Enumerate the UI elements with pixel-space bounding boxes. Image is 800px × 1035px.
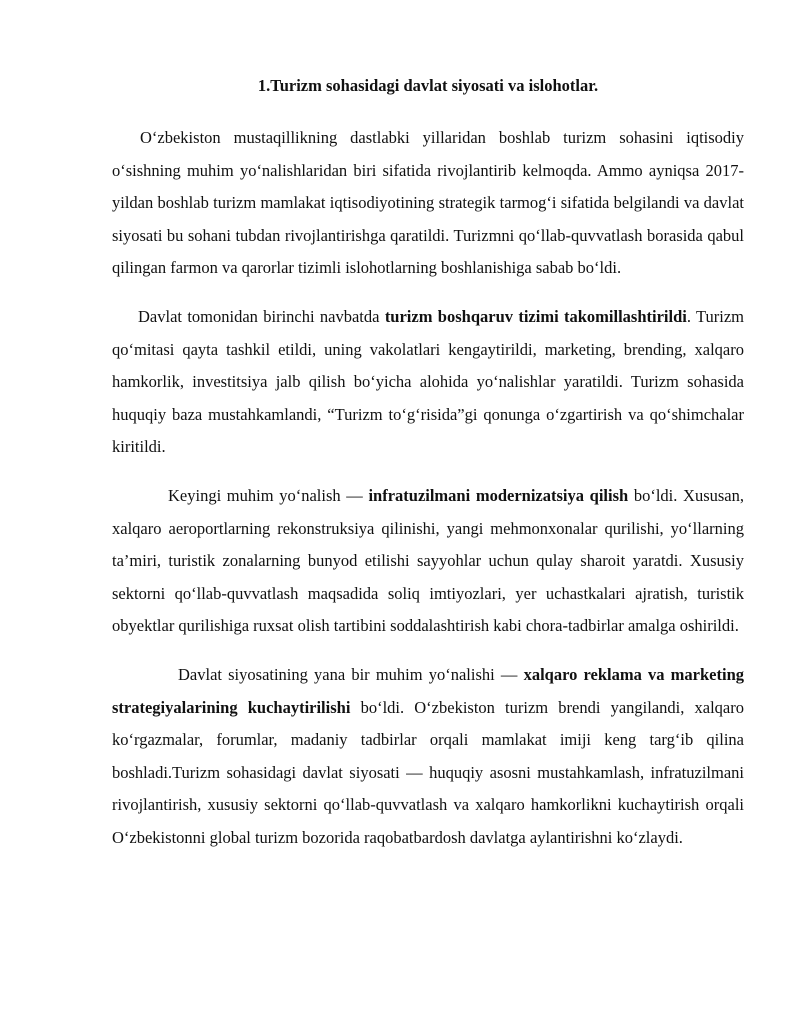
paragraph-2-emphasis: turizm boshqaruv tizimi takomillashtirildi [384, 306, 687, 326]
paragraph-4-emphasis: xalqaro reklama va marketing strategiyalarining kuchaytirilishi [112, 664, 744, 717]
paragraph-3-rest: bo‘ldi. Xususan, xalqaro aeroportlarning rekonstruksiya qilinishi, yangi mehmonxonalar qurilishi, yo‘llarning ta’miri, turistik zonalarning bunyod etilishi sayyohlar uchun qulay sharoit yaratdi. Xususiy sektorni qo‘llab-quvvatlash maqsadida soliq imtiyozlari, yer uchastkalari ajratish, turistik obyektlar qurilishiga ruxsat olish tartibini soddalashtirish kabi chora-tadbirlar amalga oshirildi. [112, 485, 744, 636]
paragraph-3 [112, 480, 744, 643]
paragraph-2-lead: Davlat tomonidan birinchi navbatda [138, 306, 385, 326]
document-page [112, 70, 744, 870]
paragraph-1: O‘zbekiston mustaqillikning dastlabki yillaridan boshlab turizm sohasini iqtisodiy o‘sishning muhim yo‘nalishlaridan biri sifatida rivojlantirib kelmoqda. Ammo ayniqsa 2017-yildan boshlab turizm mamlakat iqtisodiyotining strategik tarmog‘i sifatida belgilandi va davlat siyosati bu sohani tubdan rivojlantirishga qaratildi. Turizmni qo‘llab-quvvatlash borasida qabul qilingan farmon va qarorlar tizimli islohotlarning boshlanishiga sabab bo‘ldi. [112, 128, 744, 278]
paragraph-3-lead: Keyingi muhim yo‘nalish — [168, 485, 369, 505]
paragraph-3-emphasis: infratuzilmani modernizatsiya qilish [368, 485, 629, 505]
paragraph-2 [112, 301, 744, 464]
paragraph-4-rest: bo‘ldi. O‘zbekiston turizm brendi yangilandi, xalqaro ko‘rgazmalar, forumlar, madaniy tadbirlar orqali mamlakat imiji keng targ‘ib qilina boshladi.Turizm sohasidagi davlat siyosati — huquqiy asosni mustahkamlash, infratuzilmani rivojlantirish, xususiy sektorni qo‘llab-quvvatlash va xalqaro hamkorlikni kuchaytirish orqali O‘zbekistonni global turizm bozorida raqobatbardosh davlatga aylantirishni ko‘zlaydi. [112, 697, 744, 847]
section-title: 1.Turizm sohasidagi davlat siyosati va islohotlar. [257, 76, 599, 95]
paragraph-2-rest: . Turizm qo‘mitasi qayta tashkil etildi, uning vakolatlari kengaytirildi, marketing, brending, xalqaro hamkorlik, investitsiya jalb qilish bo‘yicha alohida yo‘nalishlar yaratildi. Turizm sohasida huquqiy baza mustahkamlandi, “Turizm to‘g‘risida”gi qonunga o‘zgartirish va qo‘shimchalar kiritildi. [112, 306, 745, 457]
paragraph-4 [112, 659, 744, 855]
paragraph-4-lead: Davlat siyosatining yana bir muhim yo‘nalishi — [178, 664, 524, 684]
